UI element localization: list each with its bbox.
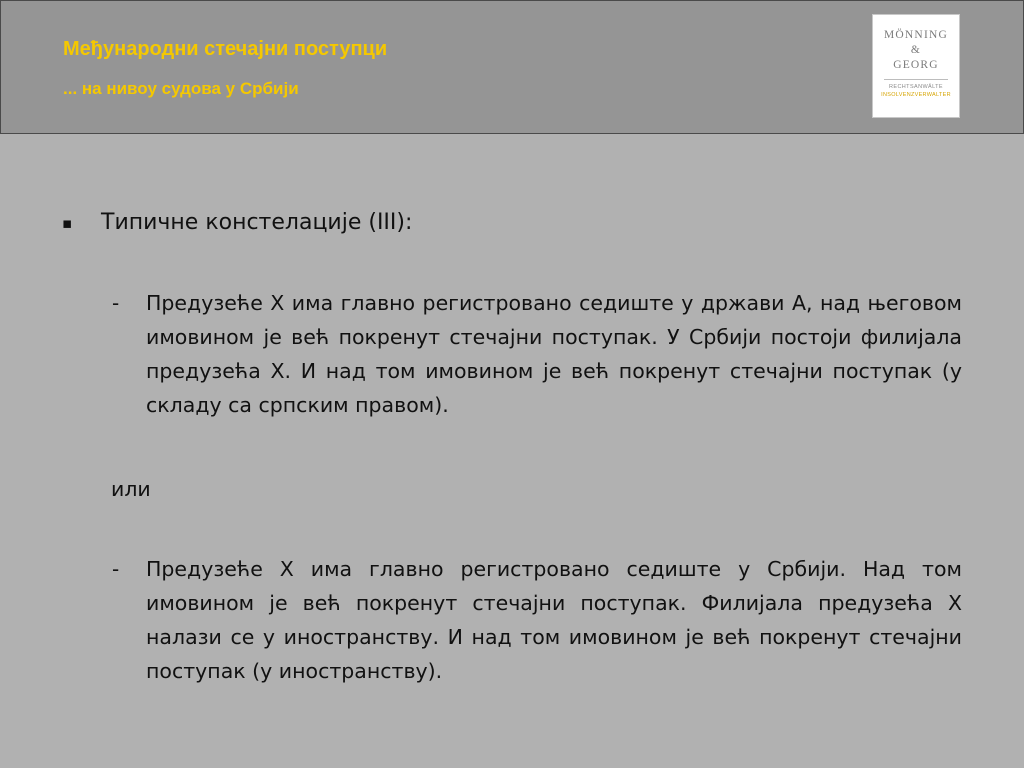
logo-line-2: & (910, 44, 922, 56)
paragraph-2: Предузеће X има главно регистровано седиште у Србији. Над том имовином је већ покренут стечајни поступак. Филијала предузећа X налази се у иностранству. И над том имовином је већ покренут стечајни поступак (у иностранству). (146, 557, 962, 683)
dash-marker-1: - (112, 291, 120, 315)
square-bullet-icon: ▪ (62, 214, 73, 232)
slide-header (0, 0, 1024, 134)
dash-marker-2: - (112, 557, 120, 581)
logo-line-1: MÖNNING (884, 29, 948, 41)
logo-line-3: GEORG (893, 59, 939, 71)
logo-tagline-2: INSOLVENZVERWALTER (881, 92, 951, 98)
company-logo (872, 14, 960, 118)
slide-subtitle: ... на нивоу судова у Србији (63, 79, 299, 98)
paragraph-1: Предузеће X има главно регистровано седиште у држави А, над његовом имовином је већ покренут стечајни поступак. У Србији постоји филијала предузећа X. И над том имовином је већ покренут стечајни поступак (у складу са српским правом). (146, 291, 962, 417)
section-heading: Типичне констелације (III): (101, 210, 413, 235)
slide-title: Међународни стечајни поступци (63, 38, 388, 60)
logo-tagline-1: RECHTSANWÄLTE (889, 84, 943, 90)
logo-divider (884, 79, 948, 80)
separator-text: или (111, 477, 151, 501)
